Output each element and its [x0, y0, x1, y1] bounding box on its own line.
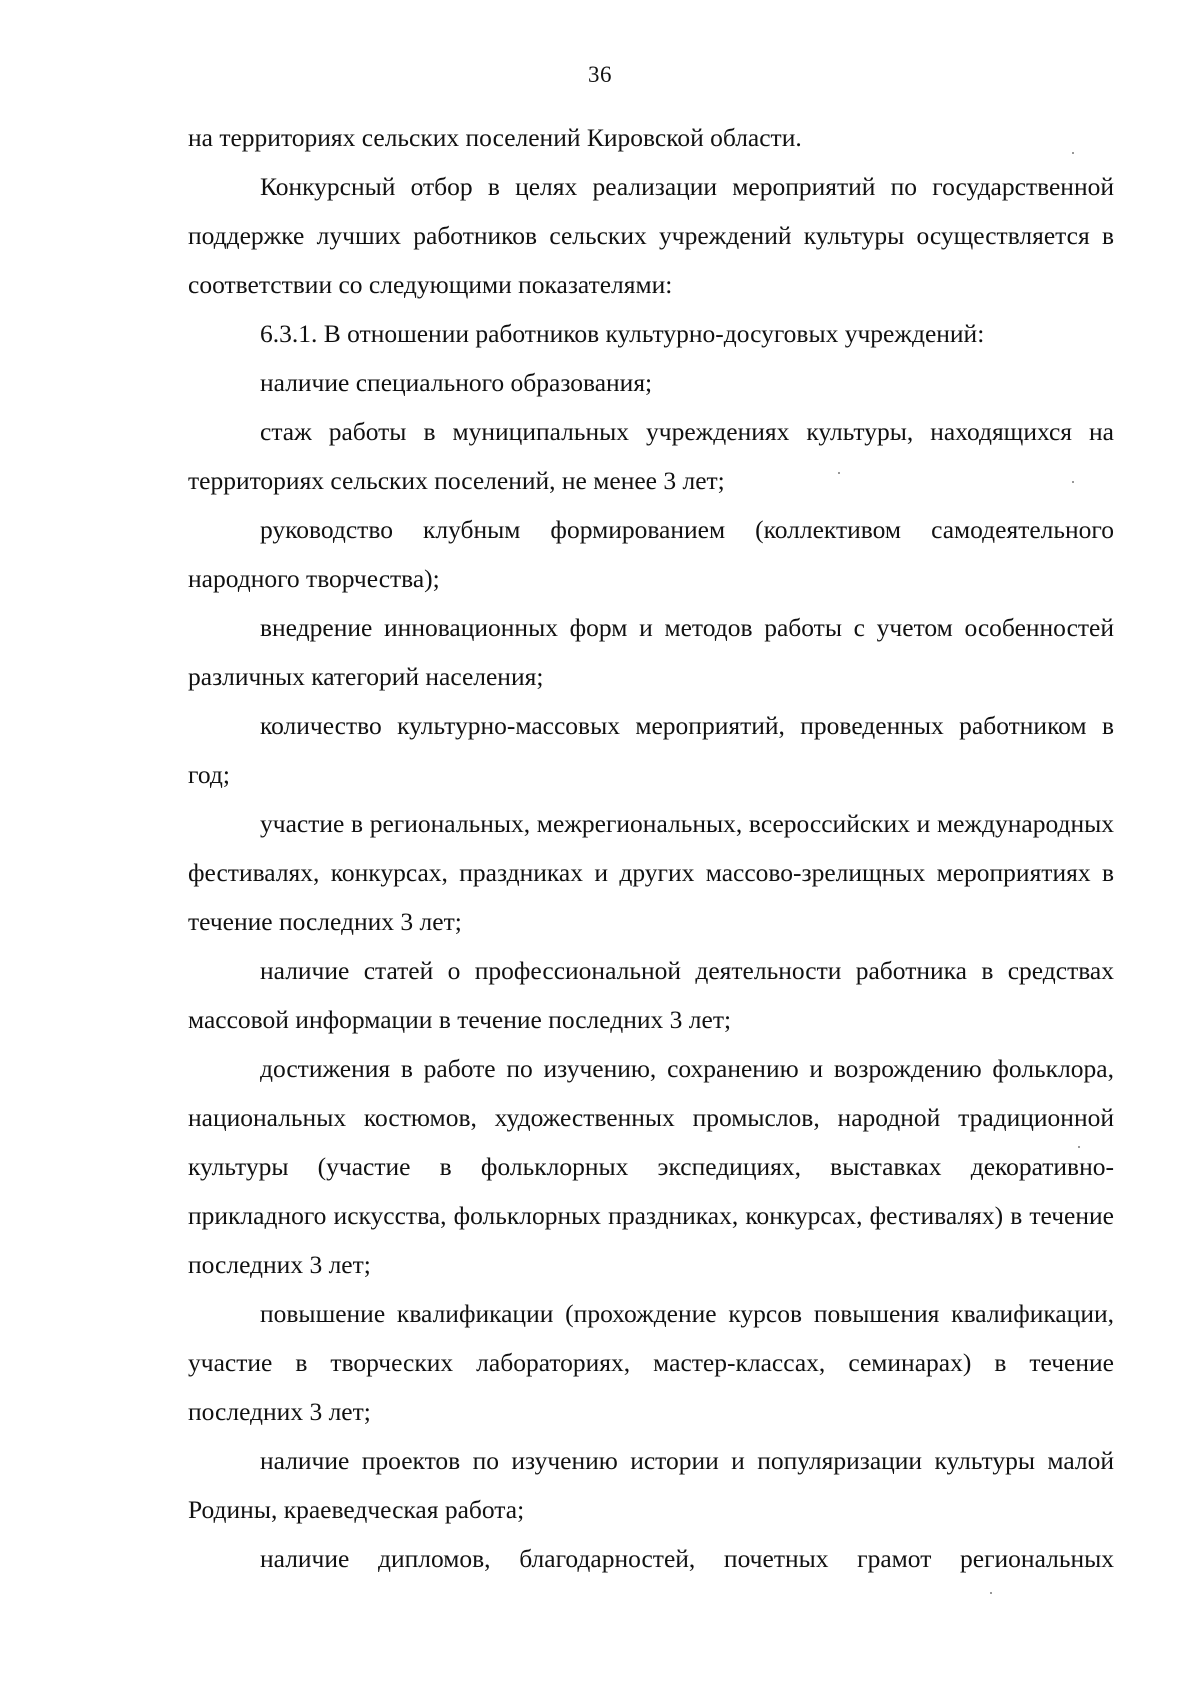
paragraph-criterion-innovation: внедрение инновационных форм и методов работы с учетом особенностей различных категорий населения;: [188, 613, 1114, 691]
paragraph-criterion-club-leadership: руководство клубным формированием (коллективом самодеятельного народного творчества);: [188, 515, 1114, 593]
paragraph-criterion-projects: наличие проектов по изучению истории и популяризации культуры малой Родины, краеведческая работа;: [188, 1446, 1114, 1524]
paragraph-criterion-experience: стаж работы в муниципальных учреждениях культуры, находящихся на территориях сельских поселений, не менее 3 лет;: [188, 417, 1114, 495]
paragraph-section-heading: 6.3.1. В отношении работников культурно-досуговых учреждений:: [260, 319, 985, 348]
scan-speck: [1072, 152, 1074, 154]
page-number: 36: [588, 62, 612, 87]
scan-speck: [1078, 1146, 1080, 1148]
scan-speck: [838, 472, 840, 474]
paragraph-criterion-diplomas: наличие дипломов, благодарностей, почетных грамот региональных: [260, 1544, 1114, 1573]
scan-speck: [990, 1592, 992, 1594]
body-text: [188, 113, 1114, 1583]
scan-speck: [1072, 481, 1074, 483]
paragraph-criterion-festivals: участие в региональных, межрегиональных, всероссийских и международных фестивалях, конкурсах, праздниках и других массово-зрелищных мероприятиях в течение последних 3 лет;: [188, 809, 1114, 936]
paragraph-criterion-folklore: достижения в работе по изучению, сохранению и возрождению фольклора, национальных костюмов, художественных промыслов, народной традиционной культуры (участие в фольклорных экспедициях, выставках декоративно-прикладного искусства, фольклорных праздниках, конкурсах, фестивалях) в течение последних 3 лет;: [188, 1054, 1114, 1279]
paragraph-criterion-events-count: количество культурно-массовых мероприятий, проведенных работником в год;: [188, 711, 1114, 789]
paragraph-selection-intro: Конкурсный отбор в целях реализации мероприятий по государственной поддержке лучших работников сельских учреждений культуры осуществляется в соответствии со следующими показателями:: [188, 172, 1114, 299]
paragraph-continuation: на территориях сельских поселений Кировской области.: [188, 123, 802, 152]
paragraph-criterion-media: наличие статей о профессиональной деятельности работника в средствах массовой информации в течение последних 3 лет;: [188, 956, 1114, 1034]
paragraph-criterion-qualification: повышение квалификации (прохождение курсов повышения квалификации, участие в творческих лабораториях, мастер-классах, семинарах) в течение последних 3 лет;: [188, 1299, 1114, 1426]
paragraph-criterion-education: наличие специального образования;: [260, 368, 653, 397]
